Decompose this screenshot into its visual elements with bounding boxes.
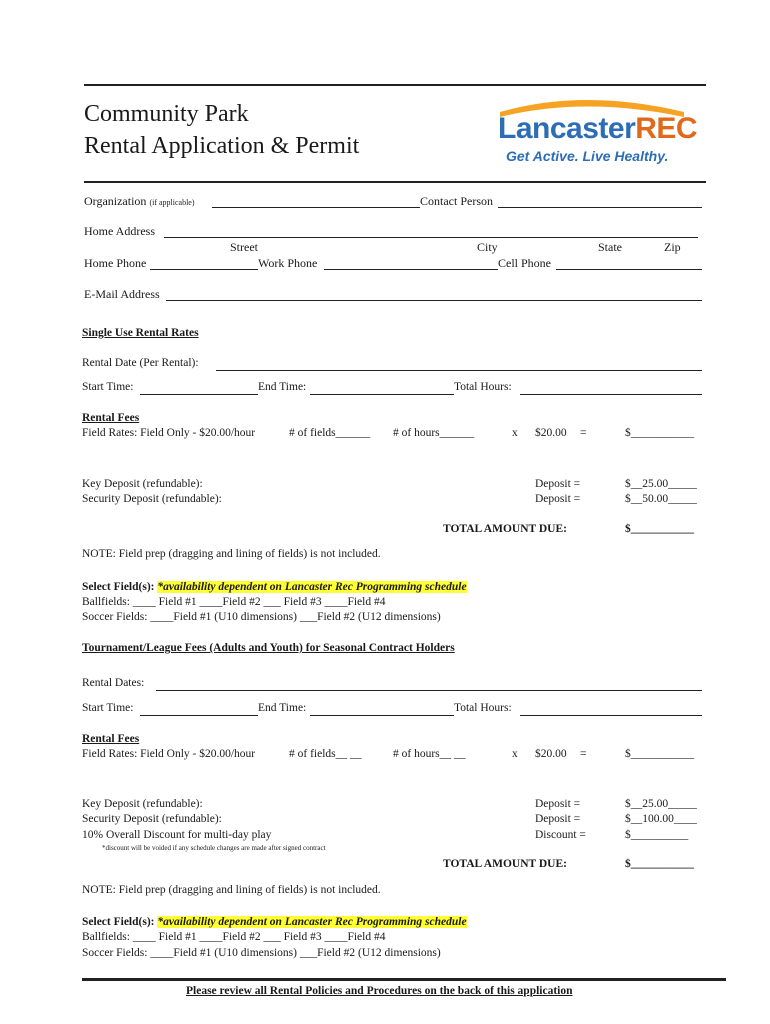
email-field[interactable] — [166, 300, 702, 301]
rental-date-label: Rental Date (Per Rental): — [82, 357, 199, 369]
t-start-time-label: Start Time: — [82, 702, 134, 714]
rate-value: $20.00 — [535, 427, 567, 439]
num-hours-label: # of hours______ — [393, 427, 475, 439]
t-discount-amount-field[interactable]: $__________ — [625, 829, 689, 841]
t-discount-note: *discount will be voided if any schedule changes are made after signed contract — [102, 844, 326, 852]
ballfields-options[interactable]: Ballfields: ____ Field #1 ____Field #2 ___ Field #3 ____Field #4 — [82, 596, 386, 608]
t-total-hours-label: Total Hours: — [454, 702, 512, 714]
t-discount-label: 10% Overall Discount for multi-day play — [82, 829, 272, 841]
t-start-time-field[interactable] — [140, 715, 258, 716]
cell-phone-field[interactable] — [556, 269, 702, 270]
start-time-field[interactable] — [140, 394, 258, 395]
t-num-fields-label: # of fields__ __ — [289, 748, 362, 760]
rental-dates-label: Rental Dates: — [82, 677, 145, 689]
t-field-prep-note: NOTE: Field prep (dragging and lining of fields) is not included. — [82, 884, 381, 896]
t-equals-sign: = — [580, 748, 587, 760]
footer-rule — [82, 978, 726, 981]
t-key-deposit-eq: Deposit = — [535, 798, 581, 810]
t-availability-note: *availability dependent on Lancaster Rec Programming schedule — [157, 916, 467, 928]
t-field-rates-text: Field Rates: Field Only - $20.00/hour — [82, 748, 256, 760]
num-fields-label: # of fields______ — [289, 427, 371, 439]
t-end-time-label: End Time: — [258, 702, 307, 714]
single-use-heading: Single Use Rental Rates — [82, 327, 199, 339]
street-caption: Street — [230, 240, 258, 254]
key-deposit-label: Key Deposit (refundable): — [82, 478, 203, 490]
zip-caption: Zip — [664, 240, 681, 254]
t-select-fields-label: Select Field(s): *availability dependent on Lancaster Rec Programming schedule — [82, 916, 467, 928]
contact-person-field[interactable] — [498, 207, 702, 208]
home-address-label: Home Address — [84, 224, 155, 238]
cell-phone-label: Cell Phone — [498, 256, 551, 270]
state-caption: State — [598, 240, 622, 254]
rental-dates-field[interactable] — [156, 690, 702, 691]
total-due-field[interactable]: $___________ — [625, 523, 694, 535]
key-deposit-amount: $__25.00_____ — [625, 478, 697, 490]
page-title-line1: Community Park — [84, 101, 249, 127]
total-due-label: TOTAL AMOUNT DUE: — [443, 523, 567, 535]
t-num-fields-blank: __ __ — [335, 748, 362, 760]
end-time-field[interactable] — [310, 394, 454, 395]
security-deposit-eq: Deposit = — [535, 493, 581, 505]
select-fields-label: Select Field(s): *availability dependent on Lancaster Rec Programming schedule — [82, 581, 467, 593]
logo-wordmark — [498, 112, 697, 146]
home-phone-field[interactable] — [150, 269, 258, 270]
t-fee-amount-field[interactable]: $___________ — [625, 748, 694, 760]
equals-sign: = — [580, 427, 587, 439]
organization-note: (if applicable) — [149, 198, 195, 207]
t-total-due-label: TOTAL AMOUNT DUE: — [443, 858, 567, 870]
home-address-field[interactable] — [164, 237, 698, 238]
end-time-label: End Time: — [258, 381, 307, 393]
logo-tagline: Get Active. Live Healthy. — [506, 148, 669, 164]
work-phone-label: Work Phone — [258, 256, 318, 270]
organization-label: Organization (if applicable) — [84, 194, 195, 208]
num-fields-blank: ______ — [335, 427, 371, 439]
key-deposit-eq: Deposit = — [535, 478, 581, 490]
fee-amount-field[interactable]: $___________ — [625, 427, 694, 439]
t-key-deposit-label: Key Deposit (refundable): — [82, 798, 203, 810]
t-num-hours-blank: __ __ — [439, 748, 466, 760]
t-total-due-field[interactable]: $___________ — [625, 858, 694, 870]
security-deposit-label: Security Deposit (refundable): — [82, 493, 222, 505]
t-num-hours-label: # of hours__ __ — [393, 748, 466, 760]
rental-date-field[interactable] — [216, 370, 702, 371]
logo-brand-b: REC — [635, 112, 698, 145]
t-security-deposit-label: Security Deposit (refundable): — [82, 813, 222, 825]
t-rate-value: $20.00 — [535, 748, 567, 760]
availability-note: *availability dependent on Lancaster Rec Programming schedule — [157, 581, 467, 593]
t-rental-fees-heading: Rental Fees — [82, 733, 140, 745]
t-security-deposit-eq: Deposit = — [535, 813, 581, 825]
field-rates-text: Field Rates: Field Only - $20.00/hour — [82, 427, 256, 439]
security-deposit-amount: $__50.00_____ — [625, 493, 697, 505]
title-rule — [84, 181, 706, 183]
organization-field[interactable] — [212, 207, 420, 208]
start-time-label: Start Time: — [82, 381, 134, 393]
home-phone-label: Home Phone — [84, 256, 147, 270]
total-hours-field[interactable] — [520, 394, 702, 395]
t-end-time-field[interactable] — [310, 715, 454, 716]
num-hours-blank: ______ — [439, 427, 475, 439]
multiply-sign: x — [512, 427, 518, 439]
top-rule — [84, 84, 706, 86]
page-title-line2: Rental Application & Permit — [84, 133, 360, 159]
city-caption: City — [477, 240, 498, 254]
t-soccer-fields-options[interactable]: Soccer Fields: ____Field #1 (U10 dimensions) ___Field #2 (U12 dimensions) — [82, 947, 441, 959]
t-key-deposit-amount: $__25.00_____ — [625, 798, 697, 810]
email-label: E-Mail Address — [84, 287, 160, 301]
t-ballfields-options[interactable]: Ballfields: ____ Field #1 ____Field #2 ___ Field #3 ____Field #4 — [82, 931, 386, 943]
t-total-hours-field[interactable] — [520, 715, 702, 716]
field-prep-note: NOTE: Field prep (dragging and lining of fields) is not included. — [82, 548, 381, 560]
t-discount-eq: Discount = — [535, 829, 586, 841]
rental-fees-heading: Rental Fees — [82, 412, 140, 424]
logo-brand-a: Lancaster — [498, 112, 636, 145]
soccer-fields-options[interactable]: Soccer Fields: ____Field #1 (U10 dimensions) ___Field #2 (U12 dimensions) — [82, 611, 441, 623]
t-multiply-sign: x — [512, 748, 518, 760]
contact-person-label: Contact Person — [420, 194, 493, 208]
lancaster-rec-logo — [494, 90, 698, 170]
t-security-deposit-amount: $__100.00____ — [625, 813, 697, 825]
total-hours-label: Total Hours: — [454, 381, 512, 393]
footer-notice: Please review all Rental Policies and Procedures on the back of this application — [186, 985, 573, 997]
tournament-heading: Tournament/League Fees (Adults and Youth) for Seasonal Contract Holders — [82, 642, 455, 654]
work-phone-field[interactable] — [324, 269, 498, 270]
